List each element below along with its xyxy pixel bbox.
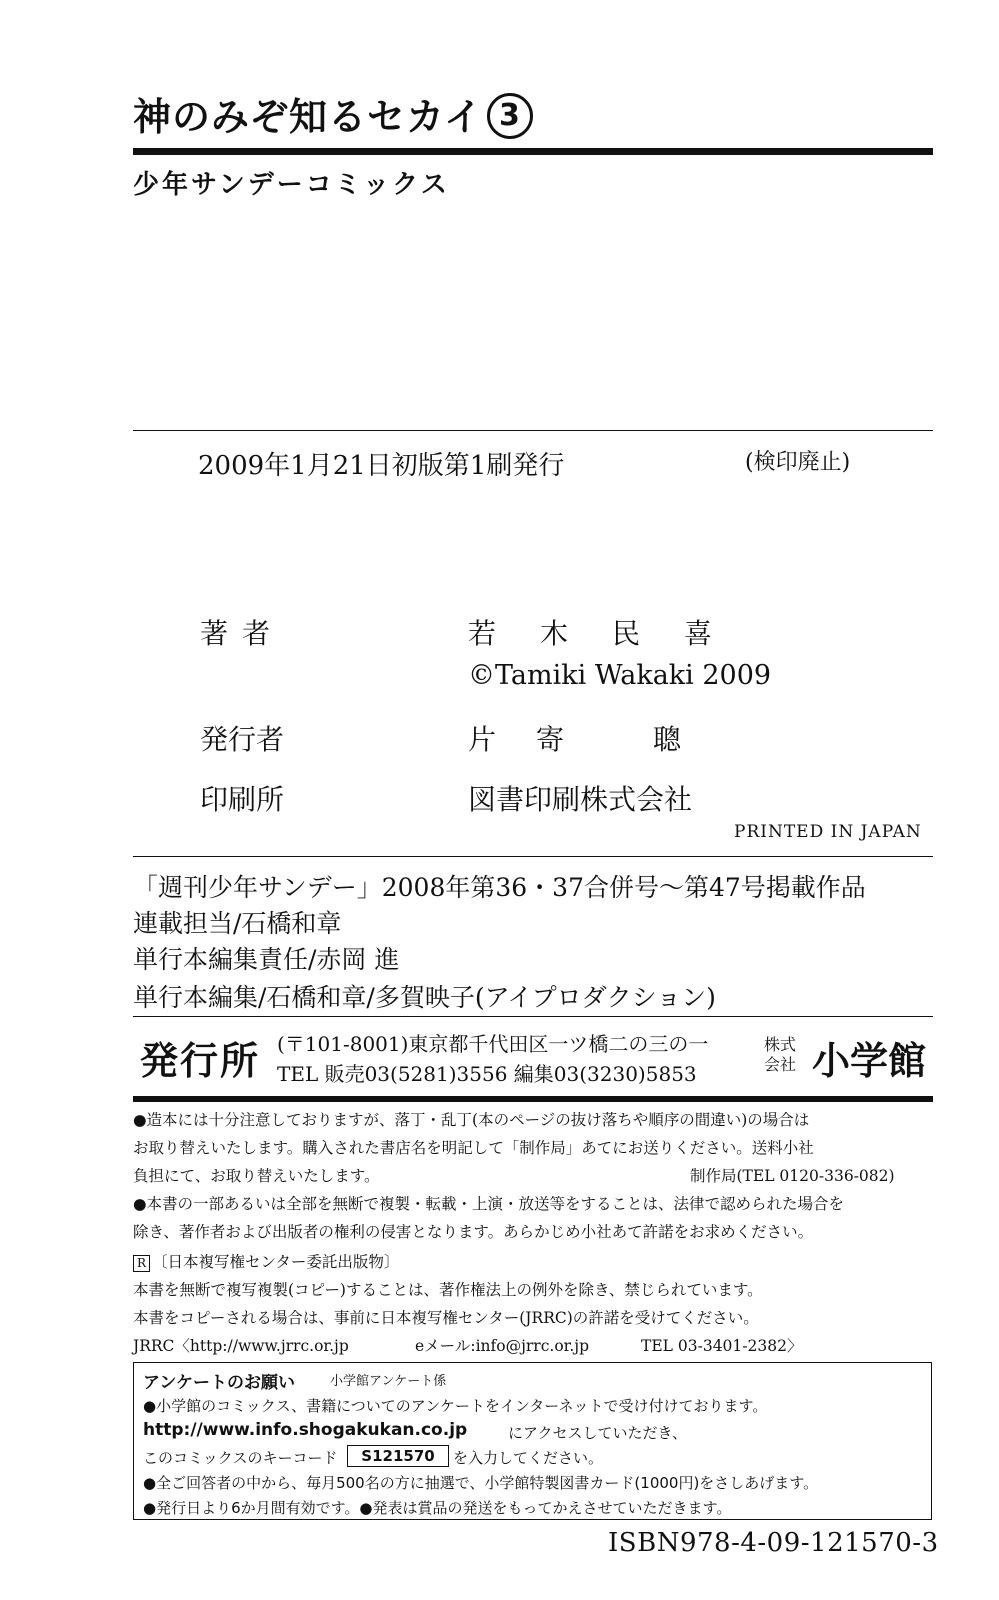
staff-rule [133, 856, 933, 857]
series-name: 少年サンデーコミックス [133, 170, 450, 200]
staff-line: 連載担当/石橋和章 [133, 909, 342, 938]
survey-line: ●発行日より6か月間有効です。●発表は賞品の発送をもってかえさせていただきます。 [143, 1499, 732, 1517]
survey-line: ●全ご回答者の中から、毎月500名の方に抽選で、小学館特製図書カード(1000円)をさしあげます。 [143, 1474, 819, 1492]
r-mark-icon: R [133, 1255, 150, 1272]
jrrc-heading [133, 1250, 399, 1272]
survey-line: にアクセスしていただき、 [508, 1424, 687, 1442]
jrrc-url[interactable]: JRRC〈http://www.jrrc.or.jp [133, 1337, 349, 1355]
corp-type: 株式会社 [764, 1035, 797, 1074]
publisher-label: 発行者 [200, 723, 285, 756]
copyright-line: ©Tamiki Wakaki 2009 [468, 660, 772, 691]
notice-line: 本書をコピーされる場合は、事前に日本複写権センター(JRRC)の許諾を受けてください。 [133, 1309, 759, 1327]
issuer-address: (〒101-8001)東京都千代田区一ツ橋二の三の一 [277, 1032, 709, 1056]
book-title-text: 神のみぞ知るセカイ [133, 95, 483, 139]
isbn: ISBN978-4-09-121570-3 [608, 1528, 939, 1558]
printed-in-japan: PRINTED IN JAPAN [734, 822, 922, 842]
notice-line: ●造本には十分注意しておりますが、落丁・乱丁(本のページの抜け落ちや順序の間違い)の場合は [133, 1111, 810, 1129]
book-title [133, 86, 533, 143]
production-contact: 制作局(TEL 0120-336-082) [690, 1167, 895, 1185]
notice-line: 本書を無断で複写複製(コピー)することは、著作権法上の例外を除き、禁じられています。 [133, 1281, 763, 1299]
jrrc-email[interactable]: eメール:info@jrrc.or.jp [415, 1337, 590, 1355]
notice-line: 負担にて、お取り替えいたします。 [133, 1167, 380, 1185]
survey-key-code: S121570 [347, 1445, 449, 1467]
survey-url[interactable]: http://www.info.shogakukan.co.jp [143, 1420, 468, 1440]
notice-line: 除き、著作者および出版者の権利の侵害となります。あらかじめ小社あて許諾をお求めください。 [133, 1223, 814, 1241]
staff-line: 単行本編集責任/赤岡 進 [133, 945, 400, 974]
issuer-label: 発行所 [140, 1039, 261, 1083]
survey-line: ●小学館のコミックス、書籍についてのアンケートをインターネットで受け付けております。 [143, 1397, 768, 1415]
author-label: 著者 [200, 617, 285, 650]
notice-line: お取り替えいたします。購入された書店名を明記して「制作局」あてにお送りください。送料小社 [133, 1139, 814, 1157]
printer-label: 印刷所 [200, 783, 285, 816]
jrrc-tel: TEL 03-3401-2382〉 [641, 1337, 803, 1355]
survey-dept: 小学館アンケート係 [330, 1374, 447, 1389]
jrrc-heading-text: 〔日本複写権センター委託出版物〕 [152, 1253, 400, 1271]
seal-note: (検印廃止) [745, 450, 851, 475]
issuer-tel: TEL 販売03(5281)3556 編集03(3230)5853 [277, 1062, 697, 1086]
printer-name: 図書印刷株式会社 [468, 783, 693, 816]
issuer-name: 小学館 [812, 1039, 927, 1083]
edition-date: 2009年1月21日初版第1刷発行 [198, 451, 565, 481]
volume-number: 3 [487, 93, 533, 139]
notice-line: ●本書の一部あるいは全部を無断で複製・転載・上演・放送等をすることは、法律で認められた場合を [133, 1195, 845, 1213]
survey-title: アンケートのお願い [143, 1373, 295, 1393]
edition-rule [133, 430, 933, 431]
survey-line: を入力してください。 [453, 1449, 604, 1467]
staff-line: 「週刊少年サンデー」2008年第36・37合併号〜第47号掲載作品 [133, 873, 866, 902]
staff-line: 単行本編集/石橋和章/多賀映子(アイプロダクション) [133, 983, 716, 1012]
author-name: 若木民喜 [468, 617, 757, 650]
publisher-name: 片寄 聰 [468, 723, 721, 756]
notice-rule [133, 1096, 933, 1102]
issuer-rule [133, 1016, 933, 1017]
title-rule [133, 148, 933, 155]
survey-key-label: このコミックスのキーコード [143, 1449, 338, 1467]
